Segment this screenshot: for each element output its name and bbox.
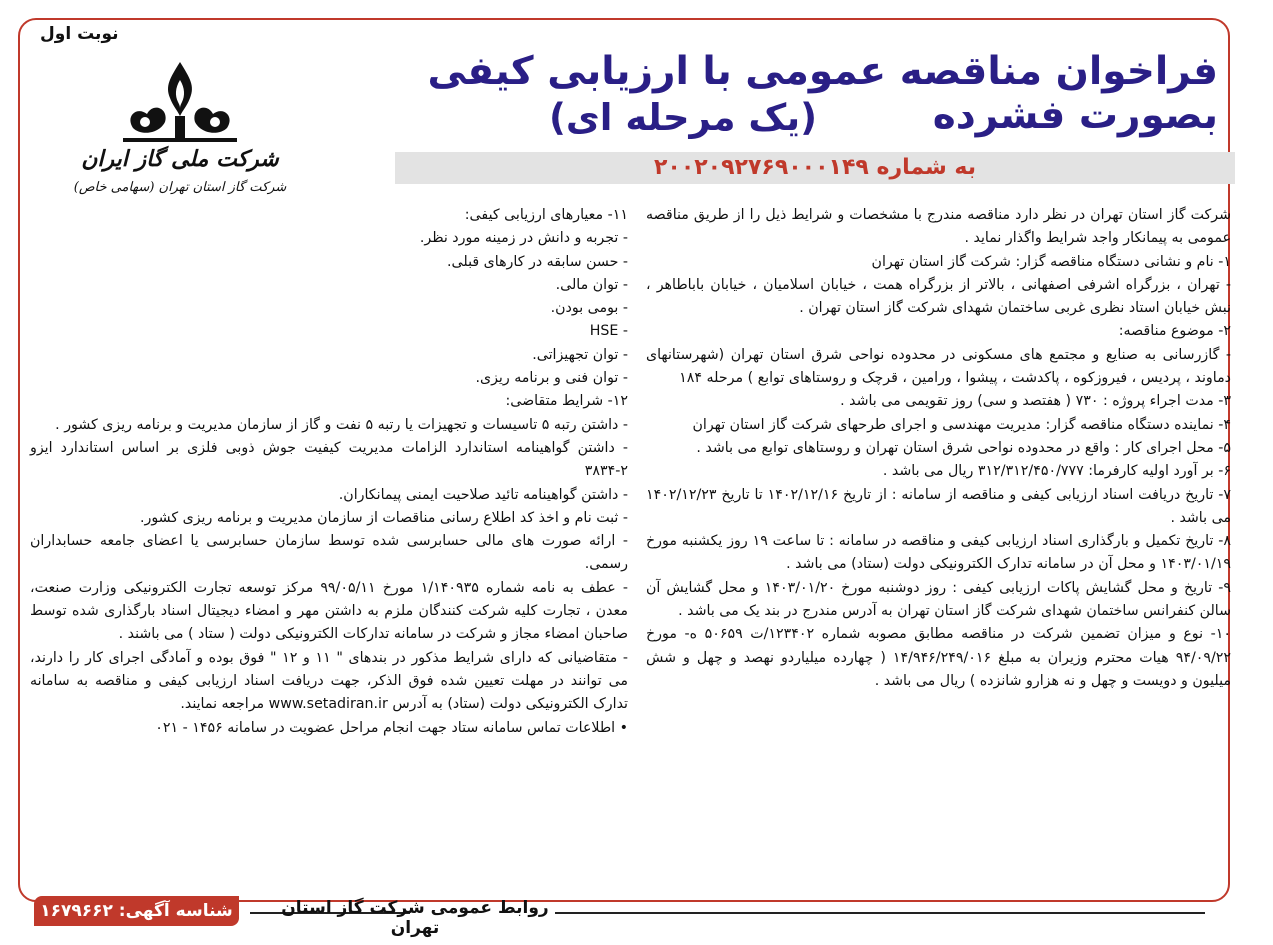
clause-1-address: - تهران ، بزرگراه اشرفی اصفهانی ، بالاتر از بزرگراه همت ، خیابان اسلامیان ، خیابان باباطاهر ، نبش خیابان استاد نظری غربی ساختمان شهدای شرکت گاز استان تهران .: [646, 276, 1231, 317]
requirement-item: - متقاضیانی که دارای شرایط مذکور در بندهای " ۱۱ و ۱۲ " فوق بوده و آمادگی اجرای کار را دارند، می توانند در مهلت تعیین شده فوق الذکر، جهت دریافت اسناد ارزیابی کیفی و مناقصه به سامانه تدارک الکترونیکی دولت (ستاد) به آدرس www.setadiran.ir مراجعه نمایند.: [30, 649, 628, 713]
requirement-item: - عطف به نامه شماره ۱/۱۴۰۹۳۵ مورخ ۹۹/۰۵/۱۱ مرکز توسعه تجارت الکترونیکی وزارت صنعت، معدن ، تجارت کلیه شرکت کنندگان ملزم به داشتن مهر و امضاء دیجیتال اسناد بارگذاری شده توسط صاحبان امضاء مجاز و شرکت در سامانه تدارکات الکترونیکی دولت ( ستاد ) می باشند .: [30, 579, 628, 643]
criterion-item: - توان فنی و برنامه ریزی.: [475, 370, 628, 387]
requirement-item: - ثبت نام و اخذ کد اطلاع رسانی مناقصات از سازمان مدیریت و برنامه ریزی کشور.: [139, 509, 628, 526]
criterion-item: - توان مالی.: [555, 276, 628, 293]
footer-divider: [555, 912, 1205, 914]
logo-company-name: شرکت ملی گاز ایران: [81, 146, 279, 172]
clause-2-subject: - گازرسانی به صنایع و مجتمع های مسکونی در محدوده نواحی شرق استان تهران (شهرستانهای دماوند ، پردیس ، فیروزکوه ، پاکدشت ، پیشوا ، ورامین ، قرچک و روستاهای توابع ) مرحله ۱۸۴: [646, 346, 1231, 387]
criterion-item: - بومی بودن.: [550, 300, 628, 317]
clause-11: ۱۱- معیارهای ارزیابی کیفی:: [464, 207, 628, 223]
criterion-item: - توان تجهیزاتی.: [532, 346, 628, 363]
clause-4: ۴- نماینده دستگاه مناقصه گزار: مدیریت مهندسی و اجرای طرحهای شرکت گاز استان تهران: [692, 416, 1231, 433]
left-column: [30, 204, 628, 740]
clause-10: ۱۰- نوع و میزان تضمین شرکت در مناقصه مطابق مصوبه شماره ۱۲۳۴۰۲/ت ۵۰۶۵۹ ه- مورخ ۹۴/۰۹/۲۲ هیات محترم وزیران به مبلغ ۱۴/۹۴۶/۲۴۹/۰۱۶ ( چهارده میلیاردو نهصد و چهل و شش میلیون و دویست و چهل و نه هزارو شانزده ) ریال می باشد .: [646, 626, 1231, 689]
clause-3: ۳- مدت اجراء پروژه : ۷۳۰ ( هفتصد و سی) روز تقویمی می باشد .: [840, 393, 1231, 410]
ad-id-badge: شناسه آگهی: ۱۶۷۹۶۶۲: [34, 896, 239, 926]
intro-paragraph: شرکت گاز استان تهران در نظر دارد مناقصه مندرج با مشخصات و شرایط ذیل را از طریق مناقصه عمومی به پیمانکار واجد شرایط واگذار نماید .: [646, 207, 1231, 247]
public-relations-label: روابط عمومی شرکت گاز استان تهران: [281, 898, 549, 938]
clause-8: ۸- تاریخ تکمیل و بارگذاری اسناد ارزیابی کیفی و مناقصه در سامانه : تا ساعت ۱۹ روز یکشنبه مورخ ۱۴۰۳/۰۱/۱۹ و محل آن در سامانه تدارک الکترونیکی دولت (ستاد) می باشد .: [646, 533, 1231, 573]
requirement-item: - داشتن رتبه ۵ تاسیسات و تجهیزات یا رتبه ۵ نفت و گاز از سازمان مدیریت و برنامه ریزی کشور .: [55, 416, 628, 433]
clause-7: ۷- تاریخ دریافت اسناد ارزیابی کیفی و مناقصه از سامانه : از تاریخ ۱۴۰۲/۱۲/۱۶ تا تاریخ ۱۴۰۲/۱۲/۲۳ می باشد .: [646, 486, 1232, 526]
page-title: فراخوان مناقصه عمومی با ارزیابی کیفی بصورت فشرده: [427, 49, 1218, 138]
requirement-item: - داشتن گواهینامه استاندارد الزامات مدیریت کیفیت جوش ذوبی فلزی بر اساس استاندارد ایزو ۲-۳۸۳۴: [30, 439, 628, 480]
flame-icon: [115, 58, 245, 148]
criterion-item: - HSE: [589, 323, 628, 340]
logo-company-subtitle: شرکت گاز استان تهران (سهامی خاص): [73, 180, 287, 195]
requirement-item: - داشتن گواهینامه تائید صلاحیت ایمنی پیمانکاران.: [338, 486, 628, 503]
right-column: [646, 204, 1231, 693]
tender-number: به شماره ۲۰۰۲۰۹۲۷۶۹۰۰۰۱۴۹: [395, 152, 1235, 184]
company-logo: [70, 58, 290, 208]
criterion-item: - تجربه و دانش در زمینه مورد نظر.: [419, 230, 628, 247]
clause-9: ۹- تاریخ و محل گشایش پاکات ارزیابی کیفی : روز دوشنبه مورخ ۱۴۰۳/۰۱/۲۰ و محل گشایش آن سالن کنفرانس ساختمان شهدای شرکت گاز استان تهران به آدرس مندرج در بند یک می باشد .: [646, 579, 1231, 620]
clause-6: ۶- بر آورد اولیه کارفرما: ۳۱۲/۳۱۲/۴۵۰/۷۷۷ ریال می باشد .: [882, 463, 1231, 480]
clause-12: ۱۲- شرایط متقاضی:: [505, 393, 628, 410]
contact-info: • اطلاعات تماس سامانه ستاد جهت انجام مراحل عضویت در سامانه ۱۴۵۶ - ۰۲۱: [155, 719, 628, 736]
clause-5: ۵- محل اجرای کار : واقع در محدوده نواحی شرق استان تهران و روستاهای توابع می باشد .: [696, 439, 1231, 456]
page-title-line2: (یک مرحله ای): [548, 96, 818, 139]
clause-2: ۲- موضوع مناقصه:: [1118, 323, 1231, 340]
criterion-item: - حسن سابقه در کارهای قبلی.: [447, 253, 628, 270]
clause-1: ۱- نام و نشانی دستگاه مناقصه گزار: شرکت گاز استان تهران: [871, 253, 1231, 270]
round-label: نوبت اول: [40, 24, 119, 44]
requirement-item: - ارائه صورت های مالی حسابرسی شده توسط سازمان حسابرسی یا اعضای جامعه حسابداران رسمی.: [30, 533, 628, 573]
